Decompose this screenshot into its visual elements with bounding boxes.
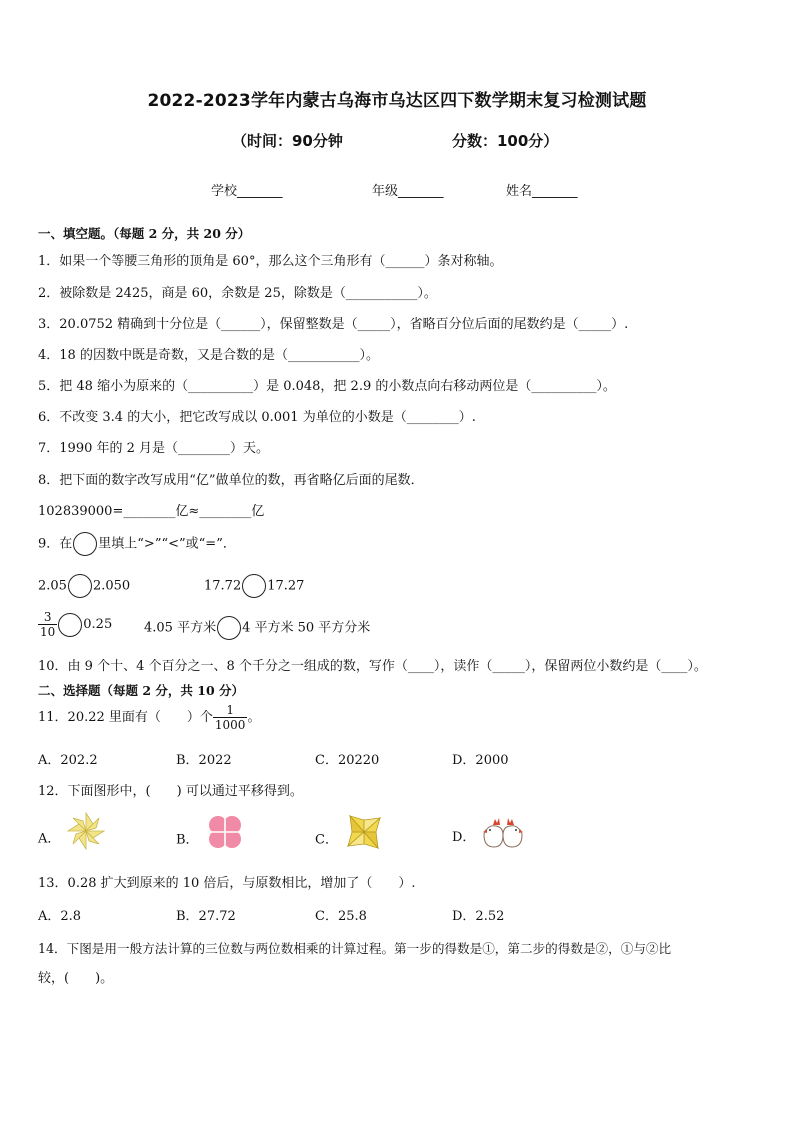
compare-right: 0.25 bbox=[83, 617, 113, 632]
q12-option-b[interactable]: B． bbox=[176, 826, 247, 854]
compare-row-2b bbox=[144, 616, 370, 640]
q13-option-a[interactable]: A．2.8 bbox=[38, 909, 82, 924]
question-2: 2．被除数是 2425，商是 60，余数是 25，除数是（___________）。 bbox=[38, 286, 437, 301]
section1-heading: 一、填空题。（每题 2 分，共 20 分） bbox=[38, 226, 251, 241]
q12-option-a[interactable]: A． bbox=[38, 826, 107, 852]
compare-circle-example bbox=[73, 532, 97, 556]
compare-left: 4.05 平方米 bbox=[144, 620, 217, 636]
page-title: 2022-2023学年内蒙古乌海市乌达区四下数学期末复习检测试题 bbox=[147, 91, 647, 111]
compare-row-1a bbox=[38, 574, 130, 598]
name-field[interactable]: 姓名_______ bbox=[506, 184, 578, 199]
origami-icon bbox=[342, 810, 386, 854]
compare-right: 17.27 bbox=[267, 578, 305, 594]
clover-icon bbox=[203, 810, 247, 854]
question-9-suffix: 里填上“>”“<”或“=”． bbox=[98, 536, 236, 552]
grade-field[interactable]: 年级_______ bbox=[372, 184, 444, 199]
q11-option-c[interactable]: C．20220 bbox=[315, 753, 380, 768]
compare-left: 2.05 bbox=[38, 578, 67, 594]
question-8-answer-line: 102839000=________亿≈________亿 bbox=[38, 504, 265, 519]
q12-option-d[interactable]: D． bbox=[452, 826, 526, 849]
q11-option-a[interactable]: A．202.2 bbox=[38, 753, 98, 768]
pinwheel-icon bbox=[65, 810, 107, 852]
compare-row-1b bbox=[204, 574, 304, 598]
chicks-icon bbox=[480, 815, 526, 849]
question-14-line-1: 14．下图是用一般方法计算的三位数与两位数相乘的计算过程。第一步的得数是①，第二步的得数是②，①与②比 bbox=[38, 941, 672, 956]
question-13: 13．0.28 扩大到原来的 10 倍后，与原数相比，增加了（ ）. bbox=[38, 876, 416, 891]
q13-option-b[interactable]: B．27.72 bbox=[176, 909, 236, 924]
q13-option-c[interactable]: C．25.8 bbox=[315, 909, 367, 924]
compare-left: 17.72 bbox=[204, 578, 242, 594]
question-9 bbox=[38, 532, 236, 556]
section2-heading: 二、选择题（每题 2 分，共 10 分） bbox=[38, 683, 245, 698]
school-field[interactable]: 学校_______ bbox=[211, 184, 283, 199]
score-label: 分数：100分） bbox=[452, 132, 559, 150]
question-1: 1．如果一个等腰三角形的顶角是 60°，那么这个三角形有（______）条对称轴。 bbox=[38, 254, 503, 269]
question-3: 3．20.0752 精确到十分位是（______），保留整数是（_____），省略百分位后面的尾数约是（_____）. bbox=[38, 317, 629, 332]
question-7: 7．1990 年的 2 月是（________）天。 bbox=[38, 441, 270, 456]
compare-circle-2[interactable] bbox=[242, 574, 266, 598]
q13-option-d[interactable]: D．2.52 bbox=[452, 909, 505, 924]
question-12: 12．下面图形中，( ) 可以通过平移得到。 bbox=[38, 784, 303, 799]
question-5: 5．把 48 缩小为原来的（__________）是 0.048，把 2.9 的小数点向右移动两位是（__________）。 bbox=[38, 379, 616, 394]
compare-circle-3[interactable] bbox=[58, 613, 82, 637]
q11-option-d[interactable]: D．2000 bbox=[452, 753, 509, 768]
compare-circle-4[interactable] bbox=[217, 616, 241, 640]
compare-right: 4 平方米 50 平方分米 bbox=[242, 620, 371, 636]
question-4: 4．18 的因数中既是奇数，又是合数的是（___________）。 bbox=[38, 348, 379, 363]
fraction-1-1000: $\frac{1}{1000}$ bbox=[214, 703, 246, 732]
question-11-text: 11．20.22 里面有（ ）个 bbox=[38, 710, 213, 725]
question-6: 6．不改变 3.4 的大小，把它改写成以 0.001 为单位的小数是（________）. bbox=[38, 410, 476, 425]
question-14-line-2: 较，( )。 bbox=[38, 971, 114, 986]
question-10: 10．由 9 个十、4 个百分之一、8 个千分之一组成的数，写作（____），读作（_____），保留两位小数约是（____）。 bbox=[38, 659, 707, 674]
time-label: （时间：90分钟 bbox=[232, 132, 343, 150]
question-9-prefix: 9．在 bbox=[38, 536, 73, 552]
question-8: 8．把下面的数字改写成用“亿”做单位的数，再省略亿后面的尾数． bbox=[38, 473, 424, 488]
compare-circle-1[interactable] bbox=[68, 574, 92, 598]
q12-option-c[interactable]: C． bbox=[315, 826, 386, 854]
fraction-3-10: $\frac{3}{10}$ bbox=[40, 610, 56, 639]
compare-row-2a bbox=[38, 610, 112, 639]
q11-option-b[interactable]: B．2022 bbox=[176, 753, 232, 768]
compare-right: 2.050 bbox=[92, 578, 131, 594]
question-11: 11．20.22 里面有（ ）个 $\frac{1}{1000}$ 。 bbox=[38, 703, 261, 732]
